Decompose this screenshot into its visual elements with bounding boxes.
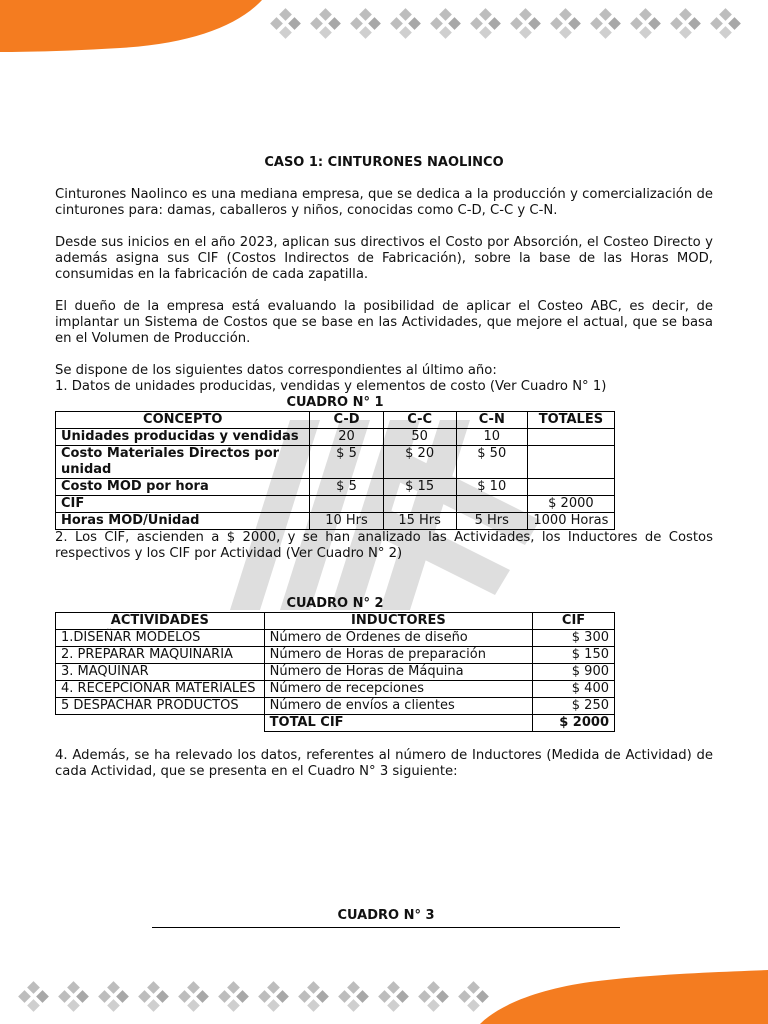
orange-corner-bottom-right — [470, 968, 768, 1024]
table-row — [56, 446, 615, 479]
cuadro1-cell: $ 2000 — [527, 496, 614, 513]
cuadro2-cell: $ 250 — [533, 698, 615, 715]
cuadro1-cell — [527, 446, 614, 479]
diamond-cluster — [180, 983, 208, 1011]
diamond-pattern-top — [272, 10, 740, 38]
diamond-cluster — [512, 10, 540, 38]
diamond-cluster — [312, 10, 340, 38]
diamond-cluster — [340, 983, 368, 1011]
diamond-cluster — [432, 10, 460, 38]
diamond-cluster — [552, 10, 580, 38]
diamond-cluster — [272, 10, 300, 38]
cuadro1-table — [55, 411, 615, 530]
table-row — [56, 513, 615, 530]
cuadro2-cell: $ 150 — [533, 647, 615, 664]
paragraph-item-1: 1. Datos de unidades producidas, vendidas y elementos de costo (Ver Cuadro N° 1) — [55, 379, 607, 394]
cuadro1-cell: CIF — [56, 496, 310, 513]
cuadro2-cell: Número de Horas de Máquina — [264, 664, 532, 681]
table-row — [56, 429, 615, 446]
diamond-cluster — [220, 983, 248, 1011]
diamond-cluster — [472, 10, 500, 38]
cuadro1-cell: $ 15 — [383, 479, 456, 496]
table-row — [56, 647, 615, 664]
diamond-cluster — [140, 983, 168, 1011]
diamond-cluster — [300, 983, 328, 1011]
diamond-cluster — [672, 10, 700, 38]
cuadro2-cell: Número de recepciones — [264, 681, 532, 698]
diamond-cluster — [100, 983, 128, 1011]
cuadro1-caption: CUADRO N° 1 — [286, 395, 384, 410]
total-row — [56, 715, 615, 732]
cuadro2-cell: 2. PREPARAR MAQUINARIA — [56, 647, 265, 664]
diamond-cluster — [460, 983, 488, 1011]
diamond-pattern-bottom — [20, 983, 488, 1011]
diamond-cluster — [20, 983, 48, 1011]
total-label: TOTAL CIF — [264, 715, 532, 732]
cuadro2-cell: 5 DESPACHAR PRODUCTOS — [56, 698, 265, 715]
total-value: $ 2000 — [533, 715, 615, 732]
cuadro1-cell: Costo Materiales Directos por unidad — [56, 446, 310, 479]
diamond-cluster — [592, 10, 620, 38]
cuadro1-cell: 1000 Horas — [527, 513, 614, 530]
cuadro2-cell: 3. MAQUINAR — [56, 664, 265, 681]
cuadro1-cell — [456, 496, 527, 513]
cuadro1-header-cell: C-C — [383, 412, 456, 429]
cuadro1-cell — [383, 496, 456, 513]
cuadro1-cell: $ 50 — [456, 446, 527, 479]
cuadro2-table — [55, 612, 615, 732]
diamond-cluster — [60, 983, 88, 1011]
diamond-cluster — [260, 983, 288, 1011]
table-row — [56, 698, 615, 715]
case-title: CASO 1: CINTURONES NAOLINCO — [264, 155, 504, 170]
cuadro2-cell: Número de Ordenes de diseño — [264, 630, 532, 647]
cuadro1-cell: Costo MOD por hora — [56, 479, 310, 496]
cuadro2-header-cell: INDUCTORES — [264, 613, 532, 630]
diamond-cluster — [380, 983, 408, 1011]
cuadro1-cell: Unidades producidas y vendidas — [56, 429, 310, 446]
cuadro2-header-cell: ACTIVIDADES — [56, 613, 265, 630]
table-row — [56, 630, 615, 647]
cuadro1-cell: $ 10 — [456, 479, 527, 496]
cuadro1-cell — [527, 479, 614, 496]
cuadro2-cell: Número de envíos a clientes — [264, 698, 532, 715]
paragraph-item-4: 4. Además, se ha relevado los datos, referentes al número de Inductores (Medida de Actividad) de cada Actividad, que se presenta en el Cuadro N° 3 siguiente: — [55, 748, 713, 779]
table-row — [56, 496, 615, 513]
cuadro1-cell — [527, 429, 614, 446]
cuadro1-cell: 10 — [456, 429, 527, 446]
cuadro1-header-cell: CONCEPTO — [56, 412, 310, 429]
cuadro1-cell: 20 — [310, 429, 383, 446]
table-row — [56, 681, 615, 698]
cuadro2-cell: 4. RECEPCIONAR MATERIALES — [56, 681, 265, 698]
cuadro1-header-cell: C-N — [456, 412, 527, 429]
cuadro2-cell: 1.DISEÑAR MODELOS — [56, 630, 265, 647]
diamond-cluster — [712, 10, 740, 38]
paragraph-abc: El dueño de la empresa está evaluando la posibilidad de aplicar el Costeo ABC, es decir, de implantar un Sistema de Costos que se base en las Actividades, que mejore el actual, que se basa en el Volumen de Producción. — [55, 299, 713, 346]
document-body — [55, 155, 713, 780]
cuadro1-header-cell: TOTALES — [527, 412, 614, 429]
cuadro1-cell — [310, 496, 383, 513]
paragraph-item-2: 2. Los CIF, ascienden a $ 2000, y se han analizado las Actividades, los Inductores de Costos respectivos y los CIF por Actividad (Ver Cuadro N° 2) — [55, 530, 713, 561]
cuadro2-header-cell: CIF — [533, 613, 615, 630]
diamond-cluster — [420, 983, 448, 1011]
cuadro1-cell: 10 Hrs — [310, 513, 383, 530]
paragraph-history: Desde sus inicios en el año 2023, aplican sus directivos el Costo por Absorción, el Costeo Directo y además asigna sus CIF (Costos Indirectos de Fabricación), sobre la base de las Horas MOD, consumidas en la fabricación de cada zapatilla. — [55, 235, 713, 282]
diamond-cluster — [392, 10, 420, 38]
cuadro1-cell: 15 Hrs — [383, 513, 456, 530]
cuadro1-cell: $ 5 — [310, 446, 383, 479]
orange-corner-top-left — [0, 0, 270, 60]
cuadro2-caption: CUADRO N° 2 — [286, 596, 384, 611]
cuadro1-cell: 5 Hrs — [456, 513, 527, 530]
table-row — [56, 479, 615, 496]
cuadro1-cell: 50 — [383, 429, 456, 446]
table-row — [56, 664, 615, 681]
paragraph-intro: Cinturones Naolinco es una mediana empresa, que se dedica a la producción y comercialización de cinturones para: damas, caballeros y niños, conocidas como C-D, C-C y C-N. — [55, 187, 713, 218]
empty-cell — [56, 715, 265, 732]
diamond-cluster — [352, 10, 380, 38]
cuadro2-cell: $ 900 — [533, 664, 615, 681]
cuadro2-cell: $ 300 — [533, 630, 615, 647]
cuadro1-cell: $ 5 — [310, 479, 383, 496]
cuadro2-cell: Número de Horas de preparación — [264, 647, 532, 664]
cuadro2-cell: $ 400 — [533, 681, 615, 698]
cuadro1-header-cell: C-D — [310, 412, 383, 429]
paragraph-data-intro: Se dispone de los siguientes datos correspondientes al último año: — [55, 363, 497, 378]
diamond-cluster — [632, 10, 660, 38]
cuadro1-cell: Horas MOD/Unidad — [56, 513, 310, 530]
cuadro3-caption: CUADRO N° 3 — [152, 908, 620, 928]
cuadro1-cell: $ 20 — [383, 446, 456, 479]
